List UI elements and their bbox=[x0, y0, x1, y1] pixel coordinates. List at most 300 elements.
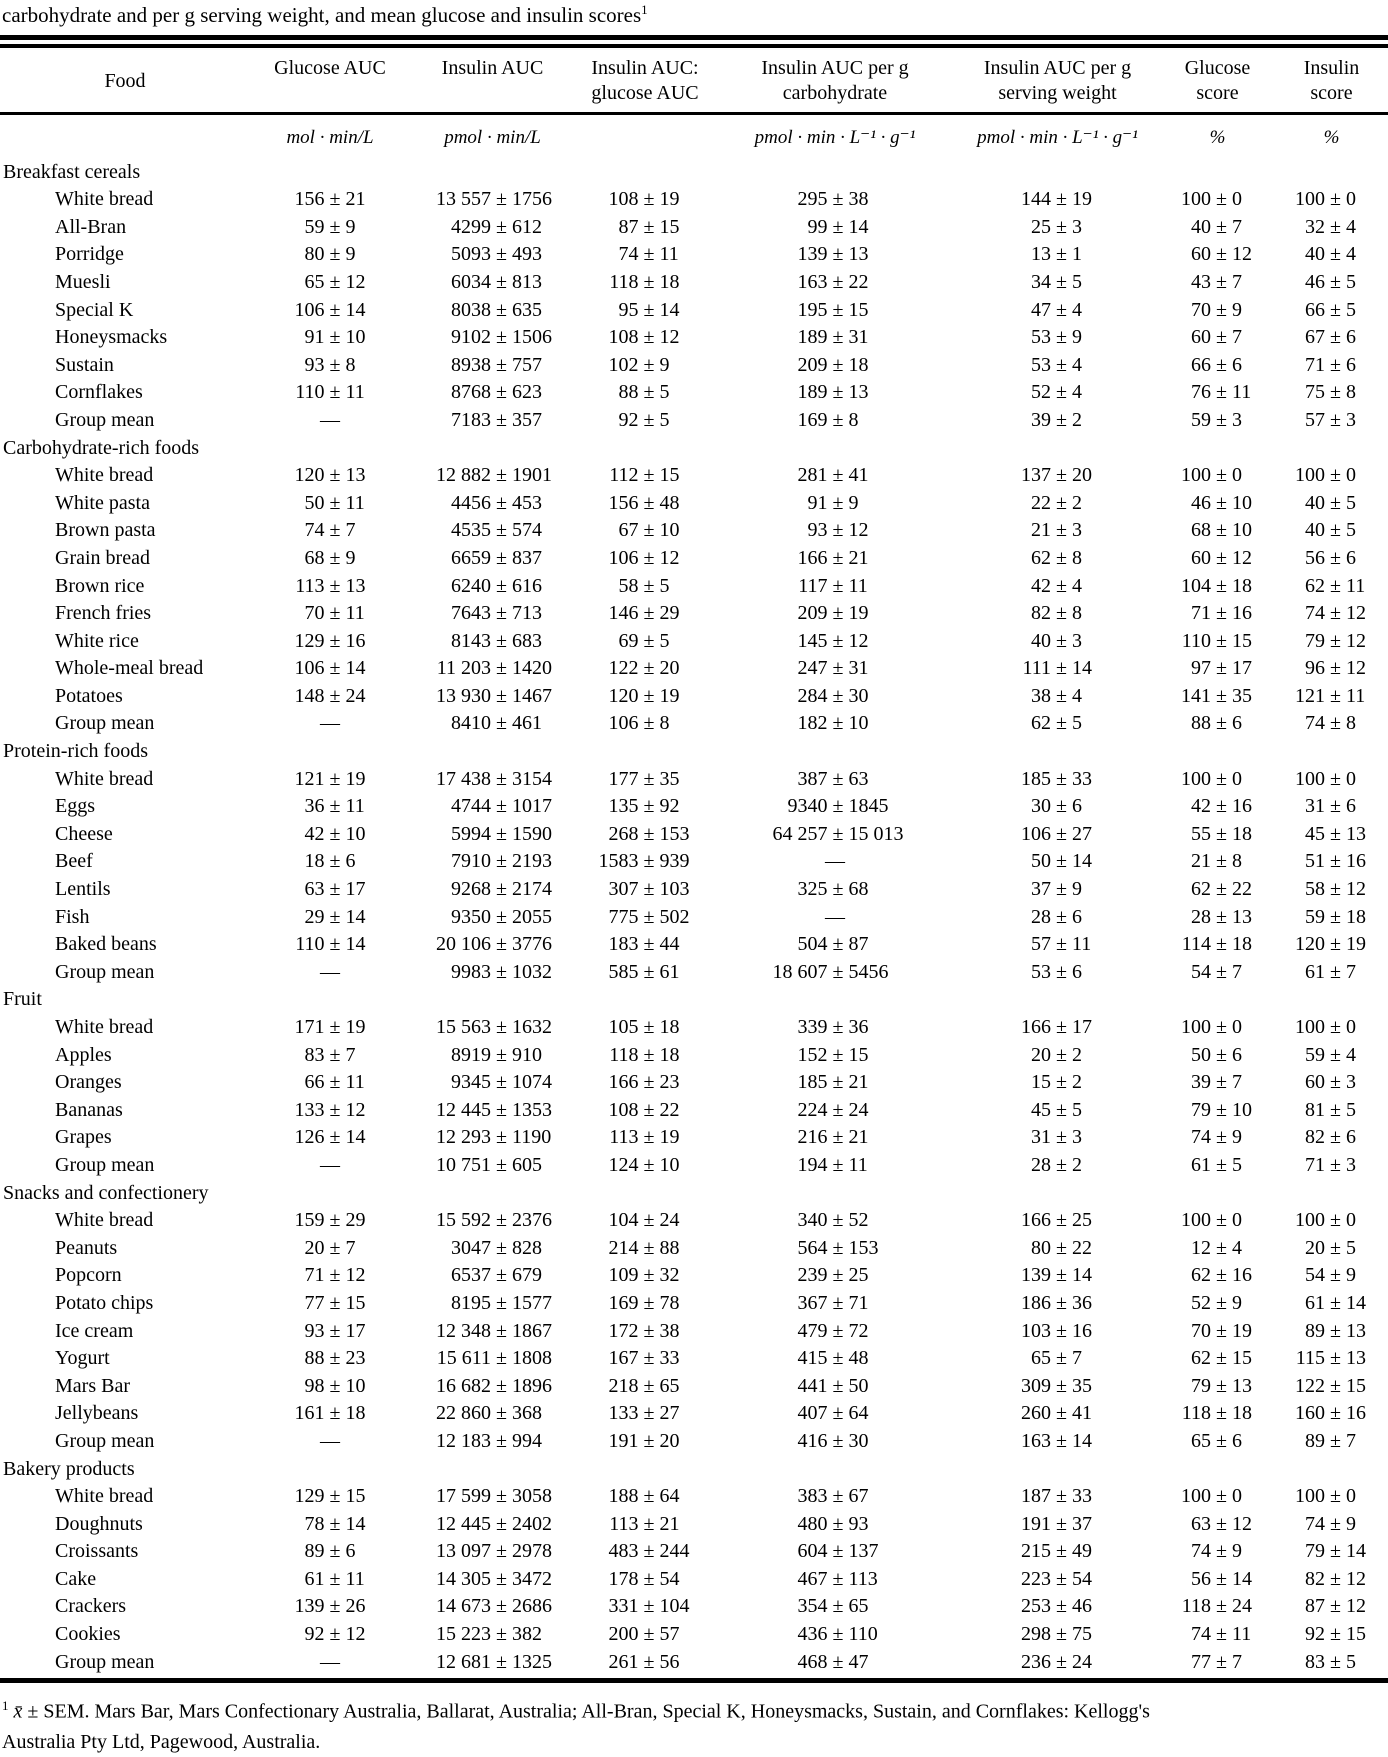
food-row bbox=[0, 545, 1388, 573]
value-with-sem: 45 ± 13 bbox=[1305, 822, 1366, 845]
value-with-sem: 166 ± 23 bbox=[608, 1071, 680, 1094]
value-with-sem: 141 ± 35 bbox=[1181, 684, 1252, 707]
value-with-sem: 331 ± 104 bbox=[608, 1595, 690, 1618]
food-row bbox=[0, 1097, 1388, 1125]
value-cell bbox=[1275, 1042, 1388, 1070]
value-cell bbox=[575, 573, 715, 601]
value-cell bbox=[575, 793, 715, 821]
value-with-sem: 309 ± 35 bbox=[1021, 1374, 1092, 1397]
value-cell bbox=[575, 766, 715, 794]
food-cell: Group mean bbox=[55, 960, 155, 983]
food-cell: Cake bbox=[55, 1567, 97, 1590]
data-table bbox=[0, 48, 1388, 1676]
value-with-sem: 12 882 ± 1901 bbox=[436, 464, 552, 487]
value-with-sem: 4744 ± 1017 bbox=[451, 795, 552, 818]
value-cell bbox=[955, 324, 1160, 352]
value-with-sem: 65 ± 12 bbox=[304, 270, 366, 293]
value-cell bbox=[250, 793, 410, 821]
value-cell bbox=[250, 462, 410, 490]
value-cell bbox=[250, 1290, 410, 1318]
value-cell bbox=[410, 1621, 575, 1649]
value-with-sem: 120 ± 19 bbox=[608, 684, 680, 707]
value-cell bbox=[715, 600, 955, 628]
value-cell bbox=[250, 1124, 410, 1152]
value-cell bbox=[1275, 545, 1388, 573]
value-with-sem: 81 ± 5 bbox=[1305, 1098, 1356, 1121]
value-with-sem: 106 ± 8 bbox=[608, 712, 670, 735]
value-with-sem: 50 ± 14 bbox=[1031, 850, 1092, 873]
value-cell bbox=[1275, 1124, 1388, 1152]
value-cell bbox=[715, 1483, 955, 1511]
value-with-sem: 62 ± 16 bbox=[1191, 1264, 1252, 1287]
value-cell bbox=[715, 545, 955, 573]
value-cell bbox=[575, 462, 715, 490]
value-with-sem: 60 ± 12 bbox=[1191, 546, 1252, 569]
value-cell bbox=[1160, 1262, 1275, 1290]
value-cell bbox=[1275, 1152, 1388, 1180]
value-cell bbox=[250, 1649, 410, 1677]
value-with-sem: 62 ± 11 bbox=[1305, 574, 1366, 597]
value-cell bbox=[1160, 683, 1275, 711]
value-with-sem: 13 097 ± 2978 bbox=[436, 1540, 552, 1563]
value-cell bbox=[410, 1345, 575, 1373]
value-cell bbox=[250, 214, 410, 242]
value-with-sem: 183 ± 44 bbox=[608, 933, 680, 956]
value-cell bbox=[250, 573, 410, 601]
no-data-dash: — bbox=[320, 1650, 340, 1673]
value-with-sem: 416 ± 30 bbox=[797, 1429, 869, 1452]
value-cell bbox=[1275, 821, 1388, 849]
food-cell: Mars Bar bbox=[55, 1374, 130, 1397]
value-cell bbox=[1275, 1207, 1388, 1235]
value-cell bbox=[955, 186, 1160, 214]
value-cell bbox=[410, 297, 575, 325]
value-with-sem: 12 ± 4 bbox=[1191, 1236, 1242, 1259]
value-cell bbox=[575, 959, 715, 987]
table-header bbox=[0, 48, 1388, 114]
value-cell bbox=[715, 848, 955, 876]
value-cell bbox=[1275, 1097, 1388, 1125]
value-with-sem: 88 ± 23 bbox=[304, 1347, 366, 1370]
value-cell bbox=[410, 655, 575, 683]
value-with-sem: 479 ± 72 bbox=[797, 1319, 869, 1342]
value-with-sem: 106 ± 27 bbox=[1021, 822, 1092, 845]
value-with-sem: 106 ± 14 bbox=[294, 657, 366, 680]
unit-cell bbox=[575, 114, 715, 159]
value-with-sem: 12 348 ± 1867 bbox=[436, 1319, 552, 1342]
no-data-dash: — bbox=[825, 905, 845, 928]
value-cell bbox=[715, 490, 955, 518]
value-with-sem: 340 ± 52 bbox=[797, 1209, 869, 1232]
footnote-marker: 1 bbox=[2, 1698, 9, 1714]
value-cell bbox=[1160, 1235, 1275, 1263]
value-cell bbox=[410, 379, 575, 407]
value-with-sem: 54 ± 7 bbox=[1191, 960, 1242, 983]
food-cell: Eggs bbox=[55, 795, 95, 818]
value-with-sem: 43 ± 7 bbox=[1191, 270, 1242, 293]
value-cell bbox=[410, 407, 575, 435]
value-with-sem: 260 ± 41 bbox=[1021, 1402, 1092, 1425]
value-cell bbox=[715, 876, 955, 904]
value-with-sem: 135 ± 92 bbox=[608, 795, 680, 818]
value-with-sem: 61 ± 14 bbox=[1305, 1291, 1366, 1314]
value-cell bbox=[410, 1483, 575, 1511]
no-data-dash: — bbox=[320, 1429, 340, 1452]
value-with-sem: 100 ± 0 bbox=[1181, 188, 1242, 211]
food-row bbox=[0, 821, 1388, 849]
value-cell bbox=[1275, 710, 1388, 738]
value-cell bbox=[955, 379, 1160, 407]
value-cell bbox=[1160, 600, 1275, 628]
value-cell bbox=[715, 1649, 955, 1677]
value-with-sem: 32 ± 4 bbox=[1305, 215, 1356, 238]
section-row bbox=[0, 1456, 1388, 1484]
value-with-sem: 74 ± 9 bbox=[1305, 1512, 1356, 1535]
value-with-sem: 40 ± 5 bbox=[1305, 491, 1356, 514]
value-cell bbox=[1275, 1566, 1388, 1594]
value-with-sem: 166 ± 17 bbox=[1021, 1016, 1092, 1038]
value-with-sem: 8038 ± 635 bbox=[451, 298, 542, 321]
value-with-sem: 167 ± 33 bbox=[608, 1347, 680, 1370]
value-cell bbox=[1275, 1318, 1388, 1346]
food-cell: Peanuts bbox=[55, 1236, 118, 1259]
value-with-sem: 45 ± 5 bbox=[1031, 1098, 1082, 1121]
value-with-sem: 62 ± 5 bbox=[1031, 712, 1082, 735]
value-with-sem: 70 ± 19 bbox=[1191, 1319, 1252, 1342]
value-cell bbox=[955, 628, 1160, 656]
section-row bbox=[0, 1180, 1388, 1208]
value-cell bbox=[410, 1207, 575, 1235]
value-with-sem: 108 ± 12 bbox=[608, 326, 680, 349]
value-with-sem: 95 ± 14 bbox=[618, 298, 680, 321]
section-row bbox=[0, 986, 1388, 1014]
value-cell bbox=[1160, 407, 1275, 435]
value-with-sem: 169 ± 8 bbox=[797, 408, 859, 431]
value-with-sem: 12 681 ± 1325 bbox=[436, 1650, 552, 1673]
value-with-sem: 5994 ± 1590 bbox=[451, 822, 552, 845]
value-cell bbox=[955, 1207, 1160, 1235]
food-cell: Potatoes bbox=[55, 684, 123, 707]
value-cell bbox=[575, 1428, 715, 1456]
value-with-sem: 71 ± 3 bbox=[1305, 1153, 1356, 1176]
value-with-sem: 79 ± 14 bbox=[1305, 1540, 1366, 1563]
value-with-sem: 28 ± 6 bbox=[1031, 905, 1082, 928]
value-with-sem: 103 ± 16 bbox=[1021, 1319, 1092, 1342]
value-with-sem: 325 ± 68 bbox=[797, 878, 869, 901]
value-with-sem: 18 ± 6 bbox=[304, 850, 356, 873]
value-with-sem: 52 ± 4 bbox=[1031, 381, 1082, 404]
value-with-sem: 177 ± 35 bbox=[608, 767, 680, 790]
value-with-sem: 100 ± 0 bbox=[1181, 1209, 1242, 1232]
value-cell bbox=[955, 600, 1160, 628]
value-cell bbox=[715, 407, 955, 435]
value-with-sem: 7643 ± 713 bbox=[451, 602, 542, 625]
value-cell bbox=[575, 1649, 715, 1677]
value-cell bbox=[575, 297, 715, 325]
table-body bbox=[0, 159, 1388, 1677]
food-row bbox=[0, 1262, 1388, 1290]
table-caption bbox=[0, 0, 1388, 28]
value-cell bbox=[1160, 710, 1275, 738]
value-with-sem: 92 ± 5 bbox=[618, 408, 670, 431]
section-label: Breakfast cereals bbox=[3, 160, 141, 183]
value-with-sem: 407 ± 64 bbox=[797, 1402, 869, 1425]
value-cell bbox=[250, 241, 410, 269]
value-with-sem: 307 ± 103 bbox=[608, 878, 690, 901]
value-cell bbox=[575, 324, 715, 352]
value-cell bbox=[410, 1042, 575, 1070]
value-with-sem: 100 ± 0 bbox=[1181, 1485, 1242, 1508]
value-with-sem: 97 ± 17 bbox=[1191, 657, 1252, 680]
value-cell bbox=[410, 352, 575, 380]
value-with-sem: 8919 ± 910 bbox=[451, 1043, 542, 1066]
value-with-sem: 133 ± 12 bbox=[294, 1098, 366, 1121]
food-row bbox=[0, 628, 1388, 656]
col-header-insulin-auc: Insulin AUC bbox=[410, 48, 575, 114]
food-cell: Special K bbox=[55, 298, 134, 321]
value-cell bbox=[955, 1621, 1160, 1649]
food-cell: Grapes bbox=[55, 1126, 112, 1149]
value-with-sem: 8143 ± 683 bbox=[451, 629, 542, 652]
value-cell bbox=[1160, 931, 1275, 959]
col-header-glucose-auc: Glucose AUC bbox=[250, 48, 410, 114]
value-cell bbox=[250, 1538, 410, 1566]
value-with-sem: 118 ± 18 bbox=[609, 1043, 680, 1066]
value-cell bbox=[955, 904, 1160, 932]
value-cell bbox=[1160, 1511, 1275, 1539]
value-cell bbox=[1275, 269, 1388, 297]
value-with-sem: 77 ± 7 bbox=[1191, 1650, 1242, 1673]
value-with-sem: 62 ± 8 bbox=[1031, 546, 1082, 569]
food-cell: Crackers bbox=[55, 1595, 127, 1618]
value-cell bbox=[410, 1373, 575, 1401]
value-with-sem: 261 ± 56 bbox=[608, 1650, 680, 1673]
value-with-sem: 46 ± 5 bbox=[1305, 270, 1356, 293]
value-with-sem: 161 ± 18 bbox=[294, 1402, 366, 1425]
value-cell bbox=[575, 710, 715, 738]
value-cell bbox=[715, 1097, 955, 1125]
value-with-sem: 82 ± 12 bbox=[1305, 1567, 1366, 1590]
value-with-sem: 247 ± 31 bbox=[797, 657, 869, 680]
food-row bbox=[0, 1235, 1388, 1263]
value-cell bbox=[575, 1235, 715, 1263]
value-cell bbox=[1160, 1428, 1275, 1456]
value-with-sem: 79 ± 12 bbox=[1305, 629, 1366, 652]
value-cell bbox=[575, 1373, 715, 1401]
value-cell bbox=[410, 793, 575, 821]
value-with-sem: 40 ± 3 bbox=[1031, 629, 1082, 652]
col-header-insulin-per-g-serving-weight: Insulin AUC per g serving weight bbox=[955, 48, 1160, 114]
value-cell bbox=[250, 1235, 410, 1263]
value-cell bbox=[715, 1290, 955, 1318]
value-cell bbox=[955, 1290, 1160, 1318]
value-cell bbox=[1275, 848, 1388, 876]
value-with-sem: 20 ± 7 bbox=[304, 1236, 356, 1259]
value-cell bbox=[1275, 1400, 1388, 1428]
value-with-sem: 114 ± 18 bbox=[1181, 933, 1252, 956]
food-cell: White bread bbox=[55, 188, 154, 211]
value-with-sem: 92 ± 15 bbox=[1305, 1623, 1366, 1646]
value-with-sem: 89 ± 7 bbox=[1305, 1429, 1356, 1452]
value-cell bbox=[715, 1069, 955, 1097]
value-cell bbox=[1160, 324, 1275, 352]
food-cell: Doughnuts bbox=[55, 1512, 143, 1535]
header-row bbox=[0, 48, 1388, 114]
value-with-sem: 47 ± 4 bbox=[1031, 298, 1082, 321]
value-cell bbox=[955, 1538, 1160, 1566]
col-header-glucose-score: Glucose score bbox=[1160, 48, 1275, 114]
value-with-sem: 585 ± 61 bbox=[608, 960, 680, 983]
value-cell bbox=[410, 766, 575, 794]
value-with-sem: 40 ± 7 bbox=[1191, 215, 1242, 238]
food-cell: All-Bran bbox=[55, 215, 127, 238]
value-cell bbox=[715, 214, 955, 242]
food-row bbox=[0, 462, 1388, 490]
value-cell bbox=[955, 1069, 1160, 1097]
unit-cell: % bbox=[1209, 127, 1226, 148]
value-cell bbox=[250, 1152, 410, 1180]
value-cell bbox=[575, 1124, 715, 1152]
value-cell bbox=[575, 1566, 715, 1594]
food-row bbox=[0, 766, 1388, 794]
value-with-sem: 82 ± 6 bbox=[1305, 1126, 1356, 1149]
value-cell bbox=[715, 1345, 955, 1373]
value-cell bbox=[715, 1538, 955, 1566]
food-row bbox=[0, 214, 1388, 242]
value-with-sem: 11 203 ± 1420 bbox=[436, 657, 552, 680]
value-with-sem: 52 ± 9 bbox=[1191, 1291, 1242, 1314]
food-row bbox=[0, 848, 1388, 876]
value-cell bbox=[715, 683, 955, 711]
value-with-sem: 80 ± 9 bbox=[304, 243, 356, 266]
value-with-sem: 17 438 ± 3154 bbox=[436, 767, 552, 790]
value-cell bbox=[1275, 1014, 1388, 1042]
value-with-sem: 13 557 ± 1756 bbox=[436, 188, 552, 211]
food-row bbox=[0, 1566, 1388, 1594]
value-with-sem: 17 599 ± 3058 bbox=[436, 1485, 552, 1508]
section-row bbox=[0, 435, 1388, 463]
value-with-sem: 100 ± 0 bbox=[1295, 1485, 1356, 1508]
value-with-sem: 6659 ± 837 bbox=[451, 546, 542, 569]
value-cell bbox=[1275, 959, 1388, 987]
value-cell bbox=[410, 1400, 575, 1428]
value-cell bbox=[715, 655, 955, 683]
value-cell bbox=[1275, 1511, 1388, 1539]
value-with-sem: 54 ± 9 bbox=[1305, 1264, 1356, 1287]
value-cell bbox=[955, 1042, 1160, 1070]
food-cell: Croissants bbox=[55, 1540, 139, 1563]
value-with-sem: 121 ± 11 bbox=[1295, 684, 1366, 707]
value-with-sem: 166 ± 21 bbox=[797, 546, 869, 569]
food-cell: White rice bbox=[55, 629, 139, 652]
value-cell bbox=[1275, 297, 1388, 325]
group-mean-row bbox=[0, 407, 1388, 435]
value-cell bbox=[1275, 1290, 1388, 1318]
value-with-sem: 480 ± 93 bbox=[797, 1512, 869, 1535]
value-with-sem: 113 ± 21 bbox=[609, 1512, 680, 1535]
value-with-sem: 71 ± 16 bbox=[1191, 602, 1252, 625]
food-row bbox=[0, 931, 1388, 959]
value-cell bbox=[1160, 1069, 1275, 1097]
value-cell bbox=[1160, 517, 1275, 545]
value-cell bbox=[575, 655, 715, 683]
value-cell bbox=[575, 821, 715, 849]
value-with-sem: 21 ± 3 bbox=[1031, 519, 1082, 542]
value-cell bbox=[1275, 655, 1388, 683]
food-cell: Brown pasta bbox=[55, 519, 156, 542]
unit-cell: pmol · min · L⁻¹ · g⁻¹ bbox=[977, 127, 1138, 148]
value-cell bbox=[250, 1014, 410, 1042]
value-with-sem: 14 673 ± 2686 bbox=[436, 1595, 552, 1618]
value-cell bbox=[250, 766, 410, 794]
food-row bbox=[0, 517, 1388, 545]
value-with-sem: 436 ± 110 bbox=[797, 1623, 878, 1646]
value-cell bbox=[250, 297, 410, 325]
value-with-sem: 100 ± 0 bbox=[1295, 464, 1356, 487]
value-with-sem: 65 ± 7 bbox=[1031, 1347, 1082, 1370]
value-with-sem: 20 ± 2 bbox=[1031, 1043, 1082, 1066]
food-row bbox=[0, 1318, 1388, 1346]
value-cell bbox=[250, 1566, 410, 1594]
value-cell bbox=[955, 352, 1160, 380]
value-with-sem: 187 ± 33 bbox=[1021, 1485, 1092, 1508]
value-with-sem: 12 183 ± 994 bbox=[436, 1429, 542, 1452]
value-cell bbox=[250, 1042, 410, 1070]
value-with-sem: 191 ± 20 bbox=[608, 1429, 680, 1452]
value-cell bbox=[715, 904, 955, 932]
value-cell bbox=[715, 1511, 955, 1539]
value-with-sem: 129 ± 15 bbox=[294, 1485, 366, 1508]
value-cell bbox=[715, 269, 955, 297]
group-mean-row bbox=[0, 1649, 1388, 1677]
value-cell bbox=[1160, 904, 1275, 932]
value-with-sem: 50 ± 11 bbox=[304, 491, 365, 514]
value-with-sem: 7910 ± 2193 bbox=[451, 850, 552, 873]
food-cell: Baked beans bbox=[55, 933, 157, 956]
value-with-sem: 87 ± 12 bbox=[1305, 1595, 1366, 1618]
food-row bbox=[0, 297, 1388, 325]
value-cell bbox=[575, 1290, 715, 1318]
value-cell bbox=[955, 1345, 1160, 1373]
food-row bbox=[0, 324, 1388, 352]
value-cell bbox=[955, 655, 1160, 683]
unit-cell bbox=[0, 114, 250, 159]
food-cell: White bread bbox=[55, 1485, 154, 1508]
value-cell bbox=[1275, 186, 1388, 214]
value-with-sem: 74 ± 12 bbox=[1305, 602, 1366, 625]
value-with-sem: 82 ± 8 bbox=[1031, 602, 1082, 625]
food-cell: Jellybeans bbox=[55, 1402, 139, 1425]
value-with-sem: 80 ± 22 bbox=[1031, 1236, 1092, 1259]
value-cell bbox=[250, 517, 410, 545]
value-cell bbox=[1160, 1373, 1275, 1401]
no-data-dash: — bbox=[825, 850, 845, 873]
value-with-sem: 74 ± 9 bbox=[1191, 1126, 1242, 1149]
value-cell bbox=[1160, 793, 1275, 821]
value-with-sem: 93 ± 8 bbox=[304, 353, 356, 376]
value-with-sem: 185 ± 33 bbox=[1021, 767, 1092, 790]
value-cell bbox=[955, 545, 1160, 573]
food-cell: Cookies bbox=[55, 1623, 121, 1646]
value-cell bbox=[715, 1318, 955, 1346]
value-with-sem: 28 ± 2 bbox=[1031, 1153, 1082, 1176]
value-cell bbox=[410, 490, 575, 518]
section-label: Carbohydrate-rich foods bbox=[3, 436, 200, 459]
value-cell bbox=[1160, 214, 1275, 242]
value-with-sem: 415 ± 48 bbox=[797, 1347, 869, 1370]
value-cell bbox=[575, 1593, 715, 1621]
value-cell bbox=[715, 1235, 955, 1263]
